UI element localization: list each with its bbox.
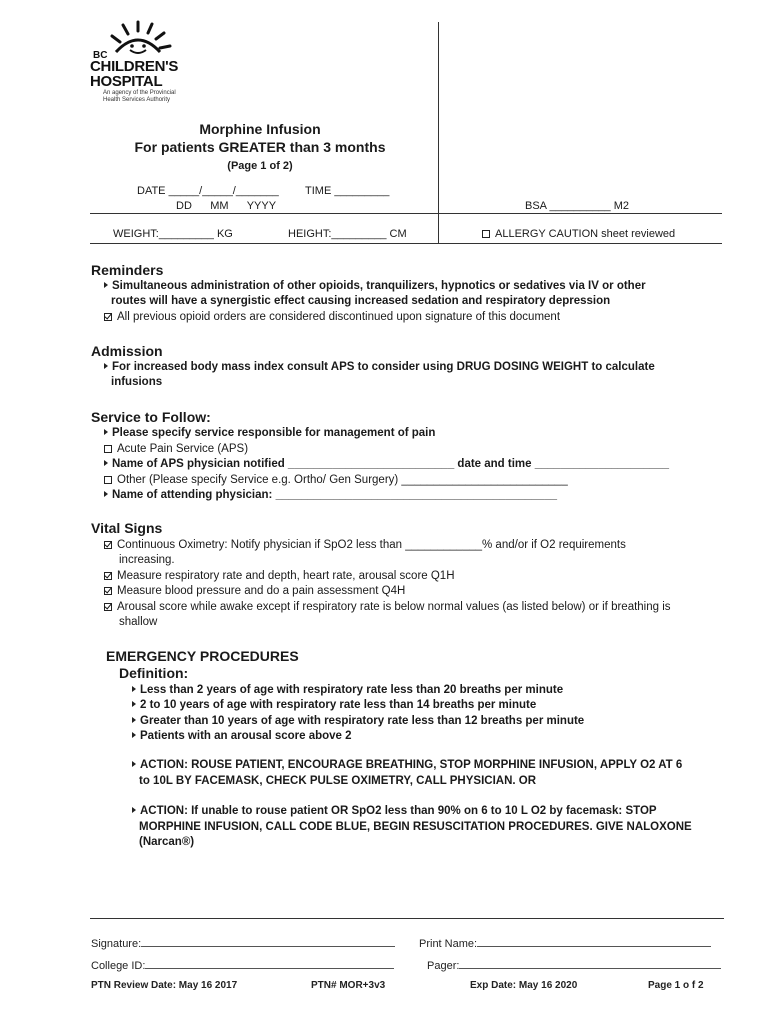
vitals-item-1-cont: increasing. [119,554,175,566]
bullet-arrow-icon [104,363,108,369]
review-date: PTN Review Date: May 16 2017 [91,980,238,991]
vitals-item-4 [104,600,671,616]
definition-item-4 [132,729,352,745]
date-format-hint: DD MM YYYY [176,200,277,212]
vitals-heading: Vital Signs [91,520,163,536]
admission-item-1-text: For increased body mass index consult APS to consider using DRUG DOSING WEIGHT to calculate [112,361,655,373]
service-heading: Service to Follow: [91,409,211,425]
time-field[interactable]: TIME _________ [305,185,390,197]
form-page-indicator: (Page 1 of 2) [227,160,293,172]
bullet-arrow-icon [132,686,136,692]
vitals-item-1 [104,538,626,554]
admission-heading: Admission [91,343,163,359]
vitals-item-4-cont: shallow [119,616,158,628]
bsa-field[interactable]: BSA __________ M2 [525,200,629,212]
bullet-arrow-icon [132,807,136,813]
action-2-text: ACTION: If unable to rouse patient OR SpO2 less than 90% on 6 to 10 L O2 by facemask: STOP [140,805,657,817]
definition-heading: Definition: [119,665,189,681]
reminder-item-1-text: Simultaneous administration of other opioids, tranquilizers, hypnotics or sedatives via IV or other [112,280,646,292]
exp-date: Exp Date: May 16 2020 [470,980,578,991]
vitals-item-2 [104,569,455,585]
service-item-1-text: Please specify service responsible for management of pain [112,427,436,439]
college-id-field[interactable] [145,958,394,969]
print-name-label: Print Name: [419,938,478,950]
logo-hospital-text: HOSPITAL [90,73,163,90]
logo-agency-text: An agency of the Provincial Health Services Authority [103,90,176,103]
action-1 [132,758,682,774]
signature-label: Signature: [91,938,142,950]
header-divider-2 [90,243,722,244]
ptn-number: PTN# MOR+3v3 [311,980,386,991]
footer-page-number: Page 1 o f 2 [648,980,704,991]
service-item-3 [104,457,669,473]
service-item-1 [104,426,435,442]
reminder-item-2 [104,310,560,326]
signature-row [91,936,395,950]
reminder-item-1 [104,279,646,295]
weight-field[interactable]: WEIGHT:_________ KG [113,228,233,240]
bullet-arrow-icon [104,460,108,466]
bullet-arrow-icon [132,761,136,767]
emergency-heading: EMERGENCY PROCEDURES [106,648,299,664]
definition-item-4-text: Patients with an arousal score above 2 [140,730,352,742]
blood-pressure-checkbox[interactable] [104,587,112,595]
footer-divider [90,918,724,919]
vitals-item-3-text: Measure blood pressure and do a pain assessment Q4H [117,585,406,597]
action-1-text: ACTION: ROUSE PATIENT, ENCOURAGE BREATHING, STOP MORPHINE INFUSION, APPLY O2 AT 6 [140,759,683,771]
respiratory-checkbox[interactable] [104,572,112,580]
vitals-item-3 [104,584,405,600]
definition-item-1 [132,683,563,699]
service-item-2 [104,442,248,458]
service-item-3-text[interactable]: Name of APS physician notified __________________________ date and time _____________________ [112,458,670,470]
bullet-arrow-icon [132,717,136,723]
signature-field[interactable] [141,936,395,947]
definition-item-2-text: 2 to 10 years of age with respiratory rate less than 14 breaths per minute [140,699,537,711]
bullet-arrow-icon [132,701,136,707]
print-name-field[interactable] [477,936,711,947]
admission-item-1-cont: infusions [111,376,163,388]
reminder-item-1-cont: routes will have a synergistic effect causing increased sedation and respiratory depression [111,295,611,307]
logo-bc-text: BC [93,50,108,61]
service-item-5 [104,488,557,504]
pager-label: Pager: [427,960,460,972]
other-service-checkbox[interactable] [104,476,112,484]
college-id-label: College ID: [91,960,146,972]
action-2 [132,804,657,820]
bullet-arrow-icon [132,732,136,738]
reminder-item-2-text: All previous opioid orders are considered discontinued upon signature of this document [117,311,561,323]
service-item-2-text: Acute Pain Service (APS) [117,443,249,455]
form-subtitle: For patients GREATER than 3 months [134,139,386,155]
allergy-label: ALLERGY CAUTION sheet reviewed [495,228,676,240]
date-field[interactable]: DATE _____/_____/_______ [137,185,279,197]
oximetry-checkbox[interactable] [104,541,112,549]
bullet-arrow-icon [104,282,108,288]
vitals-item-4-text: Arousal score while awake except if respiratory rate is below normal values (as listed below) or if breathing is [117,601,671,613]
definition-item-3 [132,714,584,730]
admission-item-1 [104,360,655,376]
pager-field[interactable] [459,958,721,969]
arousal-checkbox[interactable] [104,603,112,611]
definition-item-2 [132,698,536,714]
header-divider-1 [90,213,722,214]
pager-row [427,958,721,972]
vitals-item-1-text: Continuous Oximetry: Notify physician if SpO2 less than ____________% and/or if O2 requirements [117,539,626,551]
header-divider-vertical [438,22,439,244]
print-name-row [419,936,711,950]
service-item-4-text[interactable]: Other (Please specify Service e.g. Ortho/ Gen Surgery) __________________________ [117,474,568,486]
allergy-checkbox[interactable] [482,230,490,238]
aps-checkbox[interactable] [104,445,112,453]
action-1-cont: to 10L BY FACEMASK, CHECK PULSE OXIMETRY, CALL PHYSICIAN. OR [139,775,537,787]
reminder-checkbox[interactable] [104,313,112,321]
bullet-arrow-icon [104,491,108,497]
bullet-arrow-icon [104,429,108,435]
service-item-4 [104,473,568,489]
logo-childrens-text: CHILDREN'S [90,58,179,75]
college-id-row [91,958,394,972]
allergy-check-row [482,228,675,240]
service-item-5-text[interactable]: Name of attending physician: ____________________________________________ [112,489,557,501]
definition-item-3-text: Greater than 10 years of age with respiratory rate less than 12 breaths per minute [140,715,585,727]
action-2-cont-2: (Narcan®) [139,836,195,848]
height-field[interactable]: HEIGHT:_________ CM [288,228,407,240]
reminders-heading: Reminders [91,262,164,278]
action-2-cont-1: MORPHINE INFUSION, CALL CODE BLUE, BEGIN RESUSCITATION PROCEDURES. GIVE NALOXONE [139,821,692,833]
vitals-item-2-text: Measure respiratory rate and depth, heart rate, arousal score Q1H [117,570,455,582]
form-title: Morphine Infusion [199,121,321,137]
definition-item-1-text: Less than 2 years of age with respiratory rate less than 20 breaths per minute [140,684,564,696]
